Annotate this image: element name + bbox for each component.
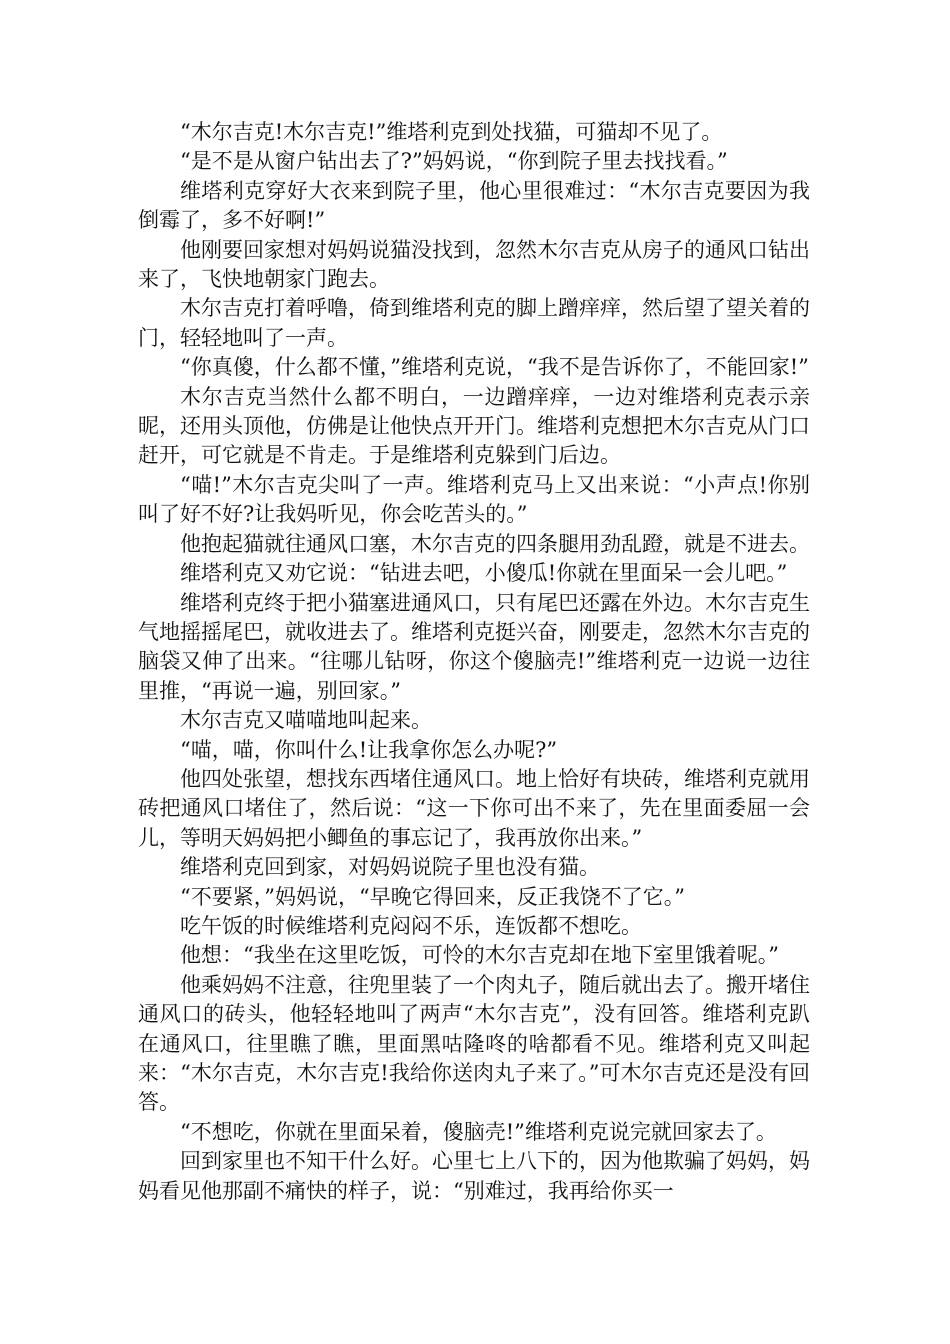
paragraph-10: 维塔利克又劝它说：“钻进去吧，小傻瓜!你就在里面呆一会儿吧。” xyxy=(180,561,788,586)
paragraph-20: “不想吃，你就在里面呆着，傻脑壳!”维塔利克说完就回家去了。 xyxy=(180,1119,777,1144)
paragraph-14: 他四处张望，想找东西堵住通风口。地上恰好有块砖，维塔利克就用砖把通风口堵住了，然后说：“这一下你可出不来了，先在里面委屈一会儿，等明天妈妈把小鲫鱼的事忘记了，我再放你出来。” xyxy=(138,766,810,850)
paragraph-11: 维塔利克终于把小猫塞进通风口，只有尾巴还露在外边。木尔吉克生气地摇摇尾巴，就收进去了。维塔利克挺兴奋，刚要走，忽然木尔吉克的脑袋又伸了出来。“往哪儿钻呀，你这个傻脑壳!”维塔利克一边说一边往里推，“再说一遍，别回家。” xyxy=(138,590,810,703)
paragraph-15: 维塔利克回到家，对妈妈说院子里也没有猫。 xyxy=(180,855,600,880)
paragraph-18: 他想：“我坐在这里吃饭，可怜的木尔吉克却在地下室里饿着呢。” xyxy=(180,943,779,968)
paragraph-3: 维塔利克穿好大衣来到院子里，他心里很难过：“木尔吉克要因为我倒霉了，多不好啊!” xyxy=(138,178,810,233)
paragraph-13: “喵，喵，你叫什么!让我拿你怎么办呢?” xyxy=(180,737,558,762)
paragraph-17: 吃午饭的时候维塔利克闷闷不乐，连饭都不想吃。 xyxy=(180,913,642,938)
paragraph-21: 回到家里也不知干什么好。心里七上八下的，因为他欺骗了妈妈，妈妈看见他那副不痛快的样子，说：“别难过，我再给你买一 xyxy=(138,1149,810,1203)
paragraph-5: 木尔吉克打着呼噜，倚到维塔利克的脚上蹭痒痒，然后望了望关着的门，轻轻地叫了一声。 xyxy=(138,296,810,350)
paragraph-6: “你真傻，什么都不懂，”维塔利克说，“我不是告诉你了，不能回家!” xyxy=(180,355,809,380)
paragraph-2: “是不是从窗户钻出去了?”妈妈说，“你到院子里去找找看。” xyxy=(180,149,728,174)
paragraph-7: 木尔吉克当然什么都不明白，一边蹭痒痒，一边对维塔利克表示亲昵，还用头顶他，仿佛是让他快点开开门。维塔利克想把木尔吉克从门口赶开，可它就是不肯走。于是维塔利克躲到门后边。 xyxy=(138,384,810,468)
story-text xyxy=(138,118,810,1206)
paragraph-16: “不要紧，”妈妈说，“早晚它得回来，反正我饶不了它。” xyxy=(180,884,685,909)
paragraph-1: “木尔吉克!木尔吉克!”维塔利克到处找猫，可猫却不见了。 xyxy=(180,120,723,144)
paragraph-4: 他刚要回家想对妈妈说猫没找到，忽然木尔吉克从房子的通风口钻出来了，飞快地朝家门跑去。 xyxy=(138,237,810,292)
paragraph-19: 他乘妈妈不注意，往兜里装了一个肉丸子，随后就出去了。搬开堵住通风口的砖头，他轻轻地叫了两声“木尔吉克”，没有回答。维塔利克趴在通风口，往里瞧了瞧，里面黑咕隆咚的啥都看不见。维塔利克又叫起来：“木尔吉克，木尔吉克!我给你送肉丸子来了。”可木尔吉克还是没有回答。 xyxy=(138,972,810,1115)
paragraph-12: 木尔吉克又喵喵地叫起来。 xyxy=(180,708,432,733)
paragraph-8: “喵!”木尔吉克尖叫了一声。维塔利克马上又出来说：“小声点!你别叫了好不好?让我妈听见，你会吃苦头的。” xyxy=(138,472,810,527)
paragraph-9: 他抱起猫就往通风口塞，木尔吉克的四条腿用劲乱蹬，就是不进去。 xyxy=(180,531,810,556)
